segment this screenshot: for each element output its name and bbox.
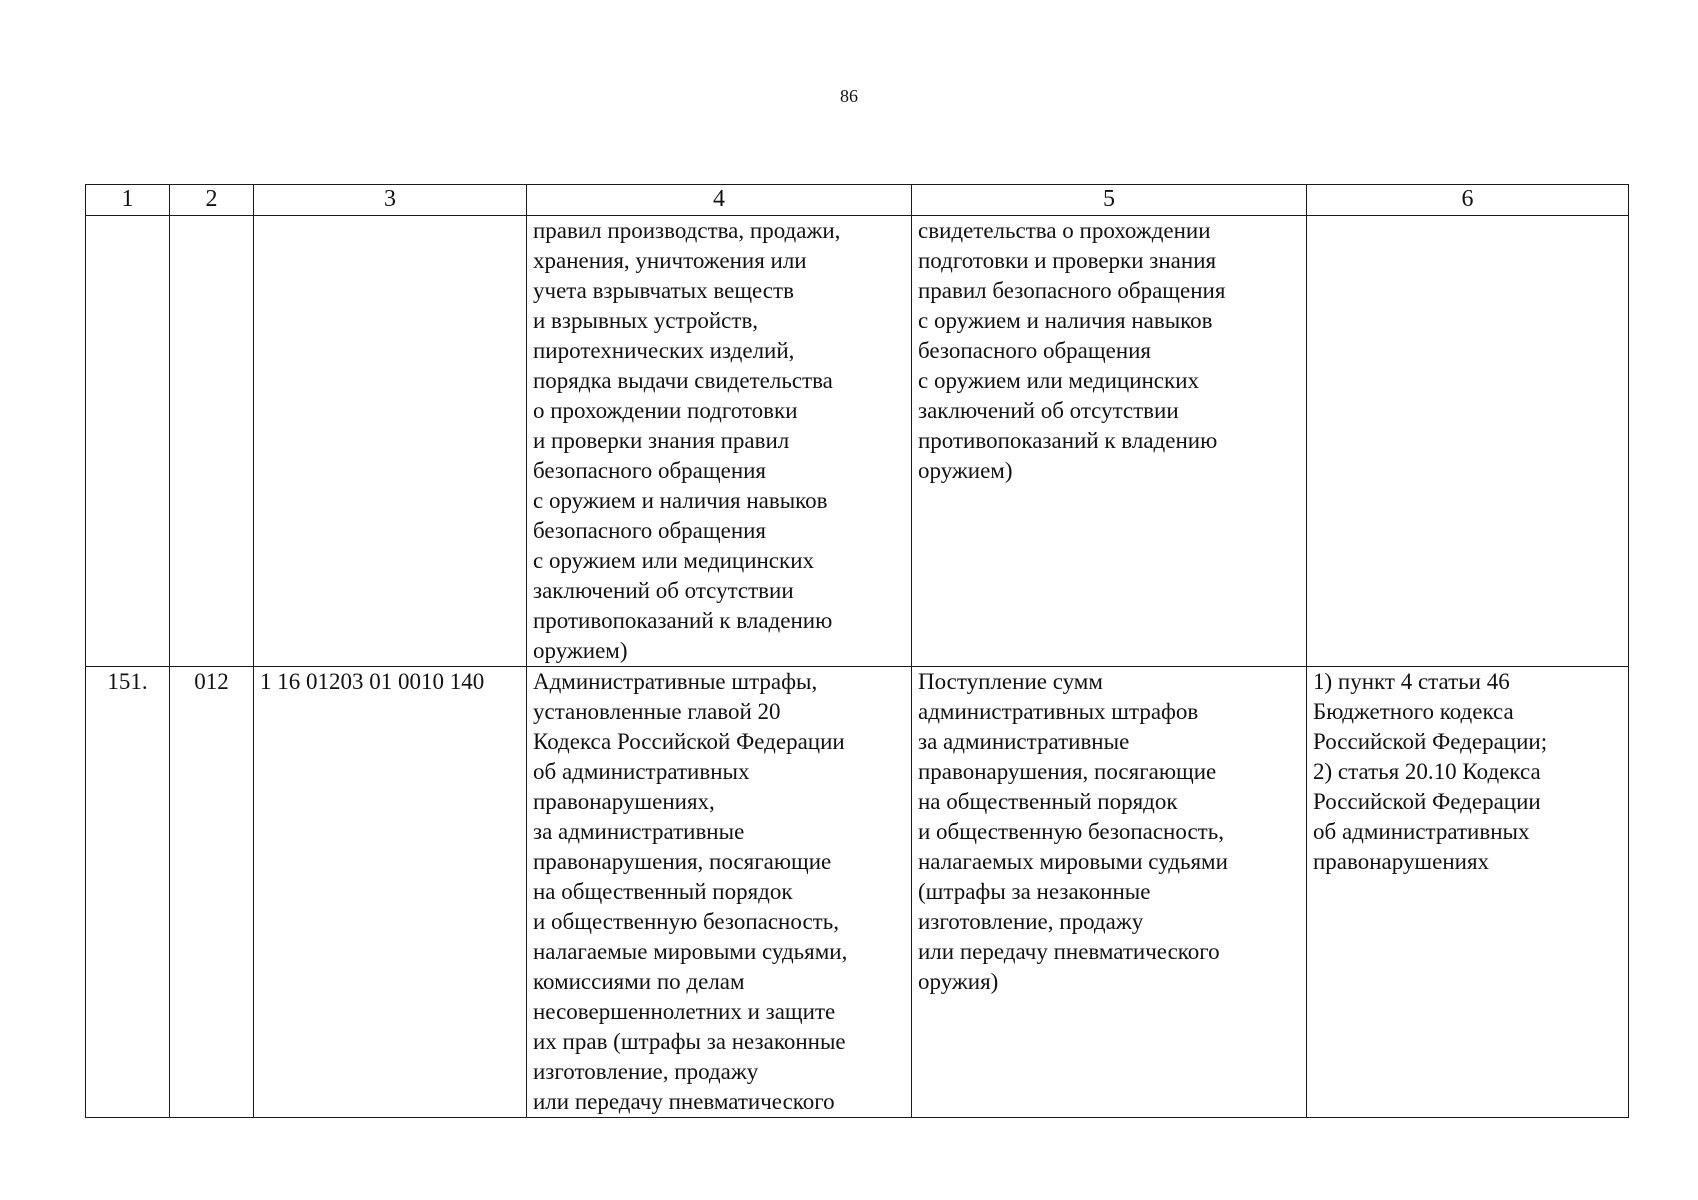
cell-budget-code bbox=[254, 216, 527, 667]
cell-budget-code: 1 16 01203 01 0010 140 bbox=[254, 667, 527, 1118]
cell-admin-code: 012 bbox=[170, 667, 254, 1118]
cell-number: 151. bbox=[86, 667, 170, 1118]
column-header-2: 2 bbox=[170, 185, 254, 216]
column-header-5: 5 bbox=[912, 185, 1307, 216]
budget-classification-table bbox=[85, 184, 1629, 1118]
column-header-1: 1 bbox=[86, 185, 170, 216]
column-number-header-row bbox=[86, 185, 1629, 216]
page-number: 86 bbox=[840, 86, 858, 106]
column-header-3: 3 bbox=[254, 185, 527, 216]
table-row-continuation bbox=[86, 216, 1629, 667]
table-row-151 bbox=[86, 667, 1629, 1118]
cell-income-name: Административные штрафы, установленные главой 20 Кодекса Российской Федерации об административных правонарушениях, за административные правонарушения, посягающие на общественный порядок и общественную безопасность, налагаемые мировыми судьями, комиссиями по делам несовершеннолетних и защите их прав (штрафы за незаконные изготовление, продажу или передачу пневматического bbox=[527, 667, 912, 1118]
cell-income-description: Поступление сумм административных штрафов за административные правонарушения, посягающие на общественный порядок и общественную безопасность, налагаемых мировыми судьями (штрафы за незаконные изготовление, продажу или передачу пневматического оружия) bbox=[912, 667, 1307, 1118]
cell-number bbox=[86, 216, 170, 667]
cell-legal-basis: 1) пункт 4 статьи 46 Бюджетного кодекса Российской Федерации; 2) статья 20.10 Кодекса Российской Федерации об административных правонарушениях bbox=[1307, 667, 1629, 1118]
cell-admin-code bbox=[170, 216, 254, 667]
cell-legal-basis bbox=[1307, 216, 1629, 667]
cell-income-description: свидетельства о прохождении подготовки и проверки знания правил безопасного обращения с оружием и наличия навыков безопасного обращения с оружием или медицинских заключений об отсутствии противопоказаний к владению оружием) bbox=[912, 216, 1307, 667]
column-header-4: 4 bbox=[527, 185, 912, 216]
column-header-6: 6 bbox=[1307, 185, 1629, 216]
cell-income-name: правил производства, продажи, хранения, уничтожения или учета взрывчатых веществ и взрывных устройств, пиротехнических изделий, порядка выдачи свидетельства о прохождении подготовки и проверки знания правил безопасного обращения с оружием и наличия навыков безопасного обращения с оружием или медицинских заключений об отсутствии противопоказаний к владению оружием) bbox=[527, 216, 912, 667]
